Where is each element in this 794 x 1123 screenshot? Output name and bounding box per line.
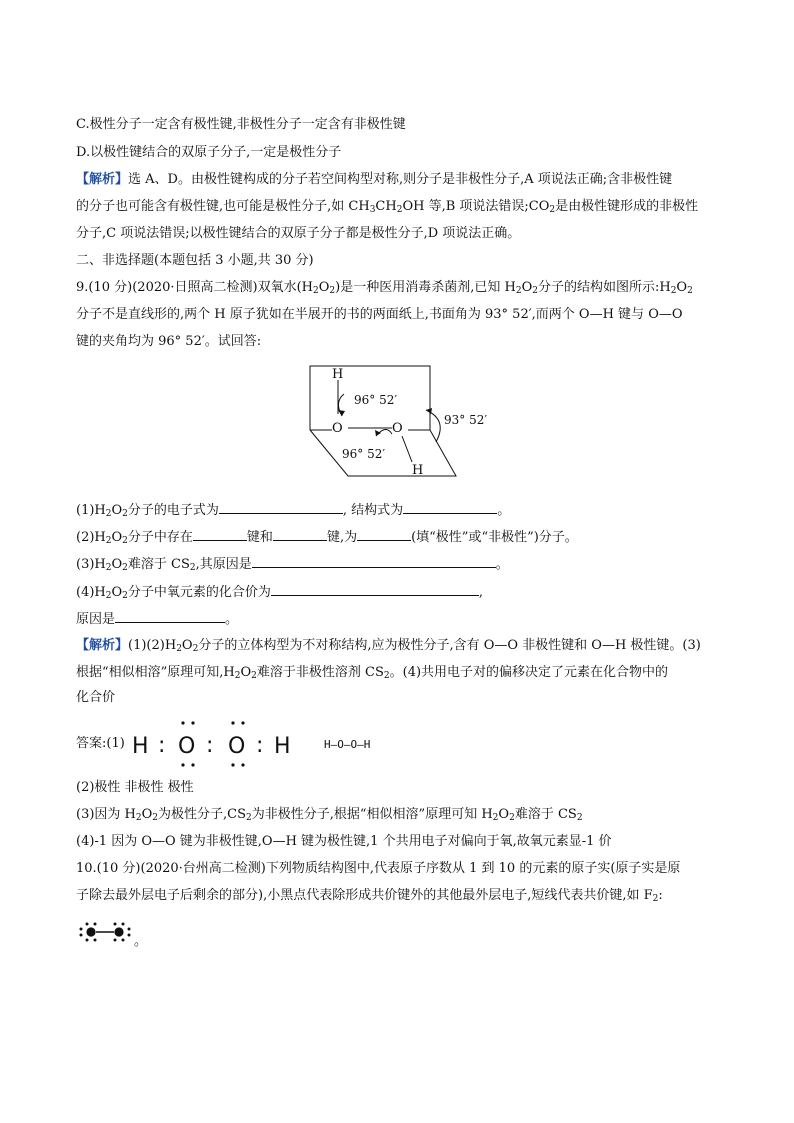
h2o2-lewis-structure [128,717,308,769]
analysis2-line-2: 根据“相似相溶”原理可知$,H_2O_2$难溶于非极性溶剂 $CS_2$。(4)共用电子对的偏移决定了元素在化合物中的 [76,665,669,681]
section-heading: 二、非选择题(本题包括 3 小题,共 30 分) [76,253,314,268]
bond-o-h-lower [402,436,412,462]
sub-question-3: $(3)H_2O_2$难溶于 $CS_2$,其原因是 。 [76,557,509,573]
angle-label-dihedral: 93° 52′ [444,413,488,427]
lewis-h-left: H [132,734,149,759]
answer-3: (3)因为 $H_2O_2$为极性分子$,CS_2$为非极性分子,根据“相似相溶”原理可知 $H_2O_2$难溶于 $CS_2$ [76,807,583,823]
question-9-line-2: 分子不是直线形的,两个 H 原子犹如在半展开的书的两面纸上,书面角为 93° 52′,而两个 O—H 键与 O—O [76,307,683,322]
question-9-line-3: 键的夹角均为 96° 52′。试回答: [76,334,262,349]
answer-4: (4)-1 因为 O—O 键为非极性键,O—H 键为极性键,1 个共用电子对偏向于氧,故氧元素显-1 价 [76,834,612,849]
sub-question-2: $(2)H_2O_2$分子中存在 键和 键,为 (填“极性”或“非极性”)分子。 [76,530,578,546]
question-10-line-2: 子除去最外层电子后剩余的部分),小黑点代表除形成共价键外的其他最外层电子,短线代表共价键,如 $F_2$: [76,888,663,904]
analysis-line-2: 的分子也可能含有极性键,也可能是极性分子,如 $CH_3CH_2OH$ 等,B 项说法错误$;CO_2$是由极性键形成的非极性 [76,199,699,215]
f-atom-core-right [114,927,123,936]
lewis-colon-2: : [206,733,214,758]
analysis2-line-3: 化合价 [76,690,116,705]
atom-o-left: O [332,421,343,436]
option-d: D.以极性键结合的双原子分子,一定是极性分子 [76,145,342,160]
lewis-colon-3: : [256,733,264,758]
atom-h-bottom: H [412,463,424,478]
angle-label-upper: 96° 52′ [354,393,398,407]
blank-polarity[interactable] [357,529,411,541]
atom-o-right: O [392,421,403,436]
answer-structural-formula: H—O—O—H [324,738,371,751]
blank-bond-type-2[interactable] [273,529,327,541]
sub-question-4-reason: 原因是 。 [76,612,239,627]
lewis-o-right: O [228,734,246,759]
sub-question-4: $(4)H_2O_2$分子中氧元素的化合价为 , [76,585,484,601]
answer-2: (2)极性 非极性 极性 [76,780,194,795]
question-9-line-1: 9.(10 分)(2020·日照高二检测)双氧水$(H_2O_2)$是一种医用消毒杀菌剂,已知 $H_2O_2$分子的结构如图所示$:H_2O_2$ [76,280,693,296]
blank-bond-type-1[interactable] [193,529,247,541]
lewis-h-right: H [274,734,291,759]
blank-oxidation-state[interactable] [271,584,479,596]
analysis-line-1: 【解析】选 A、D。由极性键构成的分子若空间构型对称,则分子是非极性分子,A 项说法正确;含非极性键 [76,172,673,187]
answer-label: 答案:(1) [76,736,125,751]
blank-electron-formula[interactable] [219,502,343,514]
blank-structural-formula[interactable] [403,502,497,514]
sub-question-1: $(1)H_2O_2$分子的电子式为 , 结构式为 。 [76,503,511,519]
lewis-o-left: O [178,734,196,759]
h2o2-structure-figure [304,362,488,482]
blank-reason-cs2[interactable] [252,556,496,568]
angle-arc-dihedral [426,410,440,442]
analysis-line-3: 分子,C 项说法错误;以极性键结合的双原子分子都是极性分子,D 项说法正确。 [76,226,521,241]
question-10-period: 。 [134,934,148,949]
option-c: C.极性分子一定含有极性键,非极性分子一定含有非极性键 [76,117,406,132]
lewis-colon-1: : [158,733,166,758]
f-atom-core-left [86,927,95,936]
analysis2-line-1: 【解析】$(1)(2)H_2O_2$分子的立体构型为不对称结构,应为极性分子,含有 O—O 非极性键和 O—H 极性键。(3) [76,638,701,654]
question-10-line-1: 10.(10 分)(2020·台州高二检测)下列物质结构图中,代表原子序数从 1 到 10 的元素的原子实(原子实是原 [76,861,681,876]
blank-oxidation-reason[interactable] [115,611,225,623]
angle-label-lower: 96° 52′ [342,447,386,461]
atom-h-top: H [332,367,344,382]
